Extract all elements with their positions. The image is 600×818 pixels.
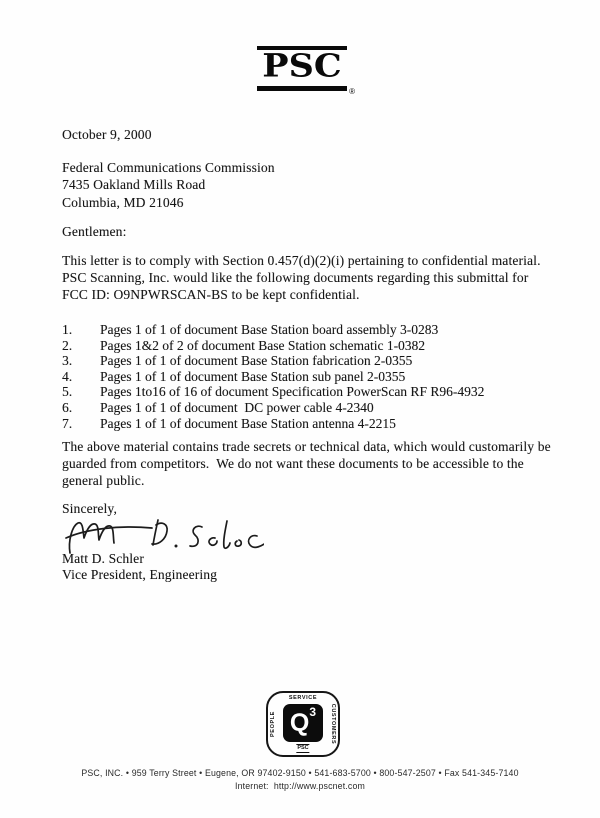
paragraph-line: This letter is to comply with Section 0.457(d)(2)(i) pertaining to confidential material. — [62, 253, 541, 268]
logo-bottom-bar — [257, 86, 347, 91]
seal-people-label: PEOPLE — [270, 711, 276, 737]
seal-cubed-superscript: 3 — [309, 705, 317, 719]
recipient-address — [62, 159, 275, 211]
paragraph-line: guarded from competitors. We do not want these documents to be accessible to the — [62, 455, 524, 471]
recipient-city: Columbia, MD 21046 — [62, 194, 184, 210]
list-item-number: 6. — [62, 399, 73, 415]
list-item-text: Pages 1 of 1 of document Base Station sub panel 2-0355 — [100, 368, 406, 384]
list-item-text: Pages 1 of 1 of document Base Station fabrication 2-0355 — [100, 353, 413, 369]
confidential-document-list — [62, 322, 562, 431]
body-paragraph-2 — [62, 439, 567, 489]
list-item — [62, 322, 562, 338]
recipient-street: 7435 Oakland Mills Road — [62, 177, 206, 193]
list-item — [62, 416, 562, 432]
closing: Sincerely, — [62, 501, 117, 516]
paragraph-line: general public. — [62, 472, 145, 488]
list-item — [62, 384, 562, 400]
paragraph-line: PSC Scanning, Inc. would like the following documents regarding this submittal for — [62, 269, 529, 285]
list-item-text: Pages 1&2 of 2 of document Base Station schematic 1-0382 — [100, 337, 426, 353]
list-item-number: 1. — [62, 322, 73, 337]
list-item — [62, 338, 562, 354]
paragraph-line: The above material contains trade secrets or technical data, which would customarily be — [62, 439, 551, 454]
list-item-number: 3. — [62, 353, 73, 369]
list-item — [62, 369, 562, 385]
list-item-text: Pages 1 of 1 of document Base Station antenna 4-2215 — [100, 415, 396, 431]
registered-trademark-symbol: ® — [349, 87, 355, 96]
footer-address: PSC, INC. • 959 Terry Street • Eugene, OR 97402-9150 • 541-683-5700 • 800-547-2507 • Fax 541-345-7140 — [81, 768, 519, 778]
letter-date: October 9, 2000 — [62, 127, 152, 142]
seal-psc-mini-logo: PSC — [297, 745, 309, 751]
seal-customers-label: CUSTOMERS — [330, 703, 336, 745]
seal-q-letter: Q — [289, 708, 310, 737]
recipient-name: Federal Communications Commission — [62, 160, 275, 175]
seal-service-label: SERVICE — [288, 695, 318, 701]
psc-logo — [257, 46, 355, 96]
list-item-number: 7. — [62, 415, 73, 431]
q3-seal — [266, 691, 340, 757]
list-item-number: 4. — [62, 368, 73, 384]
signer-name: Matt D. Schler — [62, 551, 144, 566]
list-item — [62, 353, 562, 369]
logo-wordmark: PSC — [262, 47, 342, 85]
list-item-text: Pages 1 of 1 of document Base Station board assembly 3-0283 — [100, 322, 439, 337]
list-item-text: Pages 1 of 1 of document DC power cable 4-2340 — [100, 399, 374, 415]
seal-q3-mark — [283, 704, 323, 742]
footer-url: Internet: http://www.pscnet.com — [235, 781, 365, 791]
list-item — [62, 400, 562, 416]
signer-title: Vice President, Engineering — [62, 567, 218, 582]
body-paragraph-1 — [62, 253, 567, 303]
list-item-text: Pages 1to16 of 16 of document Specification PowerScan RF R96-4932 — [100, 384, 485, 400]
paragraph-line: FCC ID: O9NPWRSCAN-BS to be kept confidential. — [62, 286, 360, 302]
list-item-number: 2. — [62, 337, 73, 353]
salutation: Gentlemen: — [62, 224, 127, 239]
list-item-number: 5. — [62, 384, 73, 400]
